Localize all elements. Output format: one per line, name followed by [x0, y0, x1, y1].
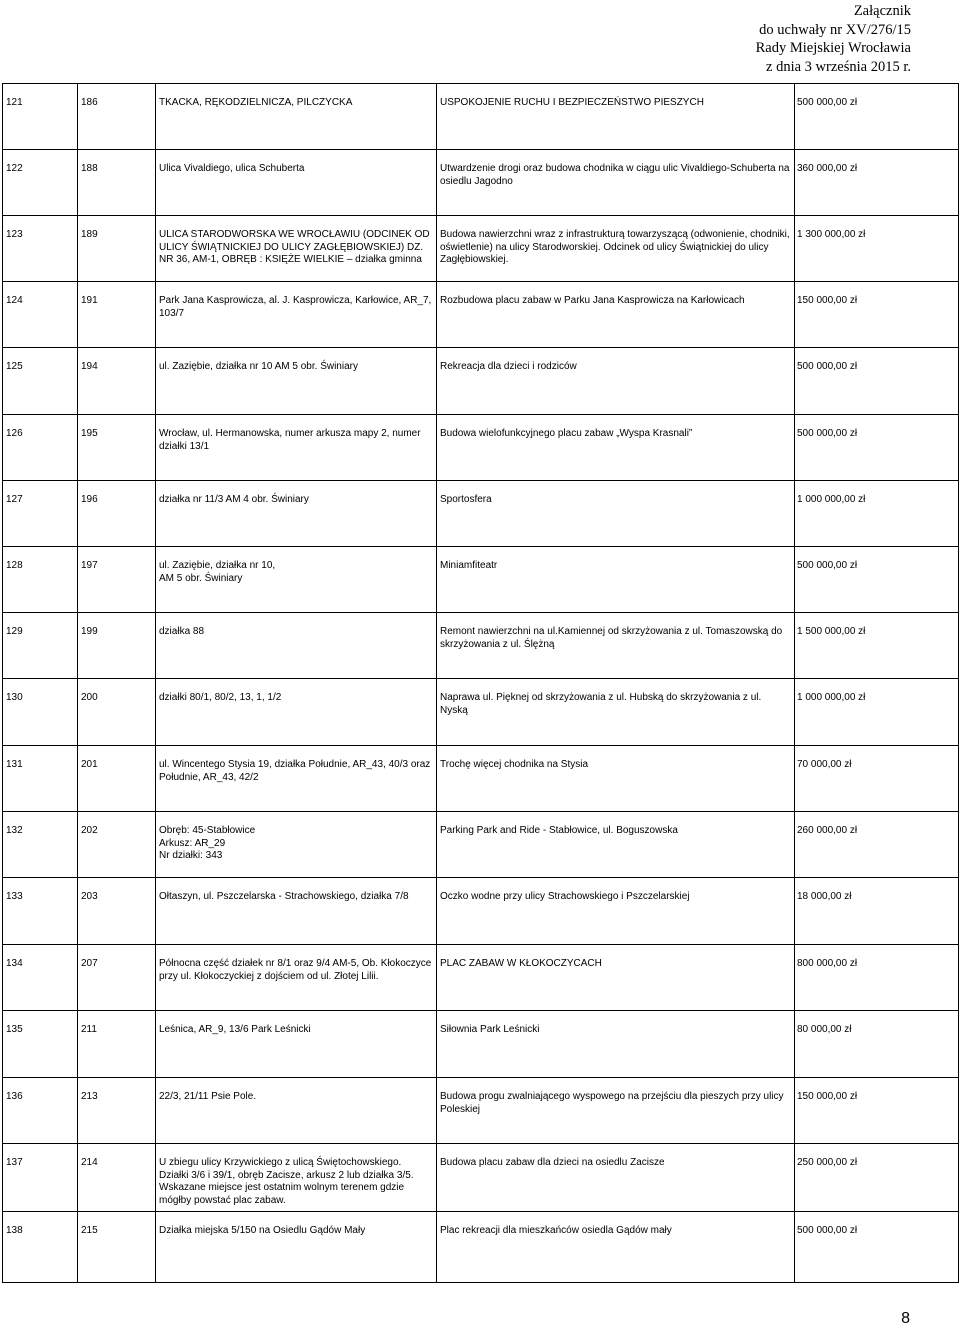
projects-table-body: [3, 84, 959, 1283]
cell-amount: 150 000,00 zł: [795, 1078, 959, 1144]
table-row: [3, 1144, 959, 1212]
cell-lp: 124: [3, 282, 78, 348]
cell-location: działka nr 11/3 AM 4 obr. Świniary: [156, 481, 437, 547]
cell-location: Północna część działek nr 8/1 oraz 9/4 AM-5, Ob. Kłokoczyce przy ul. Kłokoczyckiej z dojściem od ul. Złotej Lilii.: [156, 945, 437, 1011]
cell-project-number: 186: [78, 84, 156, 150]
cell-project-number: 215: [78, 1212, 156, 1283]
cell-amount: 1 300 000,00 zł: [795, 216, 959, 282]
cell-project-number: 197: [78, 547, 156, 613]
table-row: [3, 282, 959, 348]
cell-location: Ołtaszyn, ul. Pszczelarska - Strachowskiego, działka 7/8: [156, 878, 437, 945]
table-row: [3, 216, 959, 282]
cell-amount: 250 000,00 zł: [795, 1144, 959, 1212]
cell-lp: 137: [3, 1144, 78, 1212]
cell-location: U zbiegu ulicy Krzywickiego z ulicą Świętochowskiego. Działki 3/6 i 39/1, obręb Zacisze, arkusz 2 lub działka 3/5. Wskazane miejsce jest ostatnim wolnym terenem gdzie mógłby powstać plac zabaw.: [156, 1144, 437, 1212]
cell-location: Wrocław, ul. Hermanowska, numer arkusza mapy 2, numer działki 13/1: [156, 415, 437, 481]
attachment-header: [756, 2, 911, 76]
cell-amount: 150 000,00 zł: [795, 282, 959, 348]
cell-lp: 123: [3, 216, 78, 282]
table-row: [3, 945, 959, 1011]
cell-lp: 138: [3, 1212, 78, 1283]
table-row: [3, 150, 959, 216]
cell-lp: 121: [3, 84, 78, 150]
cell-project-number: 194: [78, 348, 156, 415]
cell-task: Rozbudowa placu zabaw w Parku Jana Kasprowicza na Karłowicach: [437, 282, 795, 348]
cell-project-number: 214: [78, 1144, 156, 1212]
cell-location: TKACKA, RĘKODZIELNICZA, PILCZYCKA: [156, 84, 437, 150]
cell-location: 22/3, 21/11 Psie Pole.: [156, 1078, 437, 1144]
cell-lp: 131: [3, 746, 78, 812]
cell-location: Park Jana Kasprowicza, al. J. Kasprowicza, Karłowice, AR_7, 103/7: [156, 282, 437, 348]
page-number: 8: [901, 1310, 910, 1327]
cell-task: Sportosfera: [437, 481, 795, 547]
cell-lp: 128: [3, 547, 78, 613]
cell-project-number: 207: [78, 945, 156, 1011]
table-row: [3, 746, 959, 812]
cell-project-number: 211: [78, 1011, 156, 1078]
cell-lp: 125: [3, 348, 78, 415]
cell-project-number: 196: [78, 481, 156, 547]
cell-task: Naprawa ul. Pięknej od skrzyżowania z ul. Hubską do skrzyżowania z ul. Nyską: [437, 679, 795, 746]
cell-amount: 800 000,00 zł: [795, 945, 959, 1011]
cell-project-number: 213: [78, 1078, 156, 1144]
cell-location: działka 88: [156, 613, 437, 679]
cell-task: Oczko wodne przy ulicy Strachowskiego i Pszczelarskiej: [437, 878, 795, 945]
cell-amount: 500 000,00 zł: [795, 547, 959, 613]
cell-amount: 1 500 000,00 zł: [795, 613, 959, 679]
cell-location: Obręb: 45-Stabłowice Arkusz: AR_29 Nr działki: 343: [156, 812, 437, 878]
cell-lp: 127: [3, 481, 78, 547]
table-row: [3, 348, 959, 415]
cell-amount: 500 000,00 zł: [795, 415, 959, 481]
cell-task: Plac rekreacji dla mieszkańców osiedla Gądów mały: [437, 1212, 795, 1283]
cell-amount: 260 000,00 zł: [795, 812, 959, 878]
table-row: [3, 812, 959, 878]
table-row: [3, 679, 959, 746]
cell-lp: 129: [3, 613, 78, 679]
cell-amount: 360 000,00 zł: [795, 150, 959, 216]
cell-task: Trochę więcej chodnika na Stysia: [437, 746, 795, 812]
cell-task: Remont nawierzchni na ul.Kamiennej od skrzyżowania z ul. Tomaszowską do skrzyżowania z ul. Ślężną: [437, 613, 795, 679]
cell-location: ULICA STARODWORSKA WE WROCŁAWIU (ODCINEK OD ULICY ŚWIĄTNICKIEJ DO ULICY ZAGŁĘBIOWSKIEJ) DZ. NR 36, AM-1, OBRĘB : KSIĘŻE WIELKIE – działka gminna: [156, 216, 437, 282]
table-row: [3, 1078, 959, 1144]
cell-amount: 500 000,00 zł: [795, 348, 959, 415]
table-row: [3, 1212, 959, 1283]
cell-location: ul. Zaziębie, działka nr 10, AM 5 obr. Świniary: [156, 547, 437, 613]
table-row: [3, 84, 959, 150]
header-line-3: Rady Miejskiej Wrocławia: [755, 40, 911, 56]
cell-lp: 134: [3, 945, 78, 1011]
table-row: [3, 481, 959, 547]
cell-lp: 136: [3, 1078, 78, 1144]
cell-location: Działka miejska 5/150 na Osiedlu Gądów Mały: [156, 1212, 437, 1283]
cell-task: Utwardzenie drogi oraz budowa chodnika w ciągu ulic Vivaldiego-Schuberta na osiedlu Jagodno: [437, 150, 795, 216]
header-line-1: Załącznik: [853, 3, 911, 19]
cell-task: Miniamfiteatr: [437, 547, 795, 613]
cell-project-number: 195: [78, 415, 156, 481]
cell-task: Parking Park and Ride - Stabłowice, ul. Boguszowska: [437, 812, 795, 878]
cell-lp: 126: [3, 415, 78, 481]
cell-lp: 135: [3, 1011, 78, 1078]
cell-lp: 130: [3, 679, 78, 746]
cell-task: USPOKOJENIE RUCHU I BEZPIECZEŃSTWO PIESZYCH: [437, 84, 795, 150]
cell-amount: 18 000,00 zł: [795, 878, 959, 945]
cell-task: Rekreacja dla dzieci i rodziców: [437, 348, 795, 415]
table-row: [3, 878, 959, 945]
cell-amount: 80 000,00 zł: [795, 1011, 959, 1078]
cell-task: Budowa nawierzchni wraz z infrastrukturą towarzyszącą (odwonienie, chodniki, oświetlenie) na ulicy Starodworskiej. Odcinek od ulicy Świątnickiej do ulicy Zagłębiowskiej.: [437, 216, 795, 282]
cell-lp: 122: [3, 150, 78, 216]
cell-project-number: 201: [78, 746, 156, 812]
cell-task: Budowa wielofunkcyjnego placu zabaw „Wyspa Krasnali”: [437, 415, 795, 481]
header-line-4: z dnia 3 września 2015 r.: [766, 58, 911, 75]
cell-amount: 500 000,00 zł: [795, 1212, 959, 1283]
cell-amount: 1 000 000,00 zł: [795, 679, 959, 746]
projects-table: [2, 83, 959, 1283]
table-row: [3, 613, 959, 679]
cell-task: Siłownia Park Leśnicki: [437, 1011, 795, 1078]
cell-project-number: 189: [78, 216, 156, 282]
cell-amount: 500 000,00 zł: [795, 84, 959, 150]
cell-lp: 132: [3, 812, 78, 878]
cell-project-number: 188: [78, 150, 156, 216]
cell-amount: 70 000,00 zł: [795, 746, 959, 812]
header-line-2: do uchwały nr XV/276/15: [759, 21, 911, 38]
cell-task: Budowa placu zabaw dla dzieci na osiedlu Zacisze: [437, 1144, 795, 1212]
cell-project-number: 199: [78, 613, 156, 679]
cell-project-number: 203: [78, 878, 156, 945]
cell-task: Budowa progu zwalniającego wyspowego na przejściu dla pieszych przy ulicy Poleskiej: [437, 1078, 795, 1144]
cell-amount: 1 000 000,00 zł: [795, 481, 959, 547]
cell-location: Leśnica, AR_9, 13/6 Park Leśnicki: [156, 1011, 437, 1078]
cell-task: PLAC ZABAW W KŁOKOCZYCACH: [437, 945, 795, 1011]
table-row: [3, 415, 959, 481]
cell-project-number: 202: [78, 812, 156, 878]
cell-location: ul. Wincentego Stysia 19, działka Południe, AR_43, 40/3 oraz Południe, AR_43, 42/2: [156, 746, 437, 812]
table-row: [3, 547, 959, 613]
table-row: [3, 1011, 959, 1078]
cell-location: działki 80/1, 80/2, 13, 1, 1/2: [156, 679, 437, 746]
cell-project-number: 191: [78, 282, 156, 348]
cell-location: Ulica Vivaldiego, ulica Schuberta: [156, 150, 437, 216]
cell-location: ul. Zaziębie, działka nr 10 AM 5 obr. Świniary: [156, 348, 437, 415]
cell-project-number: 200: [78, 679, 156, 746]
cell-lp: 133: [3, 878, 78, 945]
